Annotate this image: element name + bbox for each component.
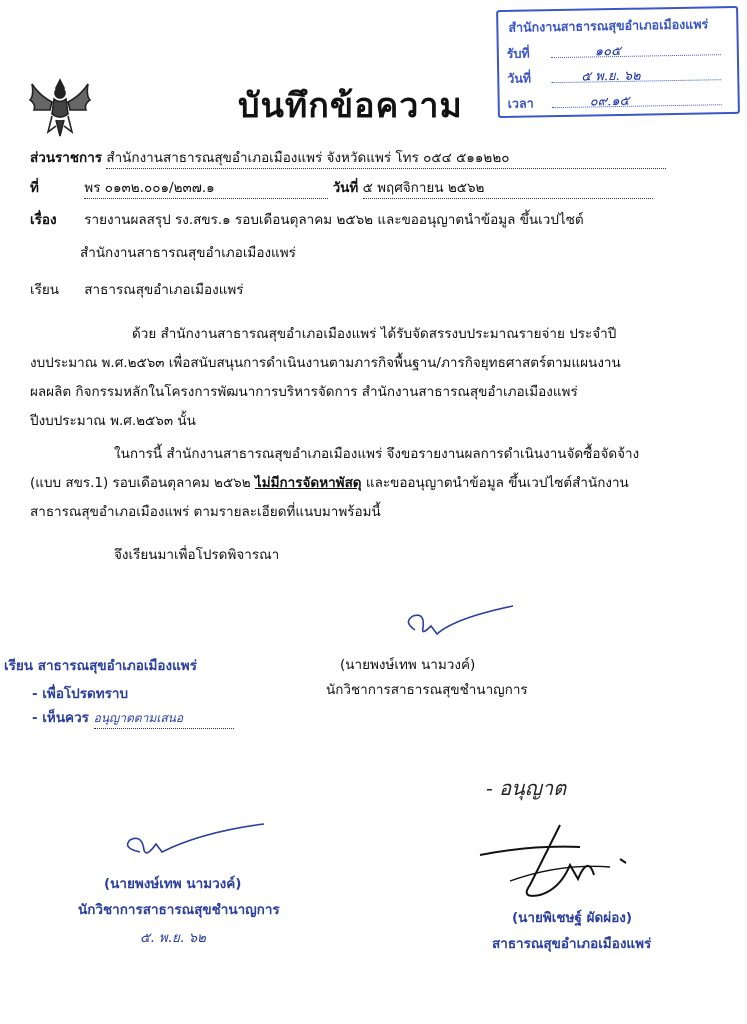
subject-line2: สำนักงานสาธารณสุขอำเภอเมืองแพร่ (80, 245, 296, 261)
to-value: สาธารณสุขอำเภอเมืองแพร่ (84, 282, 244, 298)
endorse-item2-handwriting: อนุญาตตามเสนอ (94, 708, 234, 729)
to-label: เรียน (30, 282, 60, 298)
receipt-stamp (496, 6, 740, 118)
stamp-no-label: รับที่ (506, 45, 530, 61)
p1-line: ด้วย สำนักงานสาธารณสุขอำเภอเมืองแพร่ ได้รับจัดสรรงบประมาณรายจ่าย ประจำปี (132, 326, 617, 342)
p2-text: และขออนุญาตนำข้อมูล ขึ้นเวปไซต์สำนักงาน (361, 475, 629, 491)
endorse-to: เรียน สาธารณสุขอำเภอเมืองแพร่ (4, 658, 197, 674)
paragraph-1 (30, 320, 720, 436)
stamp-time-label: เวลา (507, 95, 534, 111)
paragraph-2 (30, 440, 720, 527)
p2-line: ในการนี้ สำนักงานสาธารณสุขอำเภอเมืองแพร่ จึงขอรายงานผลการดำเนินงานจัดซื้อจัดจ้าง (114, 446, 640, 462)
p1-line: ผลผลิต กิจกรรมหลักในโครงการพัฒนาการบริหารจัดการ สำนักงานสาธารณสุขอำเภอเมืองแพร่ (30, 384, 578, 400)
endorse-date-handwriting: ๕. พ.ย. ๖๒ (140, 930, 206, 946)
ref-row (30, 178, 653, 199)
stamp-date-label: วันที่ (507, 70, 532, 86)
endorse-name: (นายพงษ์เทพ นามวงค์) (104, 876, 242, 892)
agency-label: ส่วนราชการ (30, 150, 103, 166)
stamp-line (551, 54, 721, 58)
stamp-no-value: ๑๐๕ (594, 43, 621, 60)
director-note-handwriting: - อนุญาต (486, 776, 567, 800)
director-position: สาธารณสุขอำเภอเมืองแพร่ (492, 936, 652, 952)
endorse-item2 (32, 708, 234, 729)
subject-label: เรื่อง (30, 212, 57, 228)
p2-line (30, 469, 720, 498)
endorse-signature (112, 822, 272, 872)
subject-value: รายงานผลสรุป รง.สขร.๑ รอบเดือนตุลาคม ๒๕๖๒ และขออนุญาตนำข้อมูล ขึ้นเวปไซต์ (84, 212, 584, 228)
director-signature (470, 815, 660, 905)
p2-line: สาธารณสุขอำเภอเมืองแพร่ ตามรายละเอียดที่แนบมาพร้อมนี้ (30, 504, 381, 520)
stamp-time-value: ๐๙.๑๕ (589, 93, 630, 110)
date-label: วันที่ (332, 180, 359, 196)
endorse-item2-label: - เห็นควร (32, 710, 89, 726)
p2-text: (แบบ สขร.1) รอบเดือนตุลาคม ๒๕๖๒ (30, 475, 255, 491)
stamp-line (552, 104, 722, 108)
agency-value: สำนักงานสาธารณสุขอำเภอเมืองแพร่ จังหวัดแพร่ โทร ๐๕๔ ๕๑๑๒๒๐ (106, 148, 666, 169)
signer1-name: (นายพงษ์เทพ นามวงค์) (340, 657, 476, 673)
to-row (30, 280, 244, 300)
signer1-position: นักวิชาการสาธารณสุขชำนาญการ (326, 682, 528, 698)
ref-value: พร ๐๑๓๒.๐๐๑/๒๓๗.๑ (84, 178, 328, 199)
p1-line: ปีงบประมาณ พ.ศ.๒๕๖๓ นั้น (30, 413, 196, 429)
endorse-position: นักวิชาการสาธารณสุขชำนาญการ (78, 902, 280, 918)
closing-text: จึงเรียนมาเพื่อโปรดพิจารณา (114, 547, 280, 563)
garuda-emblem (26, 74, 94, 142)
stamp-office: สำนักงานสาธารณสุขอำเภอเมืองแพร่ (508, 16, 709, 35)
date-value: ๕ พฤศจิกายน ๒๕๖๒ (363, 178, 653, 199)
page-title: บันทึกข้อความ (238, 86, 463, 126)
p1-line: งบประมาณ พ.ศ.๒๕๖๓ เพื่อสนับสนุนการดำเนินงานตามภารกิจพื้นฐาน/ภารกิจยุทธศาสตร์ตามแผนงาน (30, 355, 621, 371)
signer1-signature (395, 600, 525, 650)
agency-row (30, 148, 666, 169)
no-procurement-text: ไม่มีการจัดหาพัสดุ (254, 475, 362, 491)
subject-row (30, 210, 584, 230)
endorse-item1: - เพื่อโปรดทราบ (32, 686, 129, 702)
ref-label: ที่ (30, 180, 39, 196)
director-name: (นายพิเชษฐ์ ผัดผ่อง) (512, 910, 633, 926)
stamp-date-value: ๕ พ.ย. ๖๒ (581, 68, 641, 85)
